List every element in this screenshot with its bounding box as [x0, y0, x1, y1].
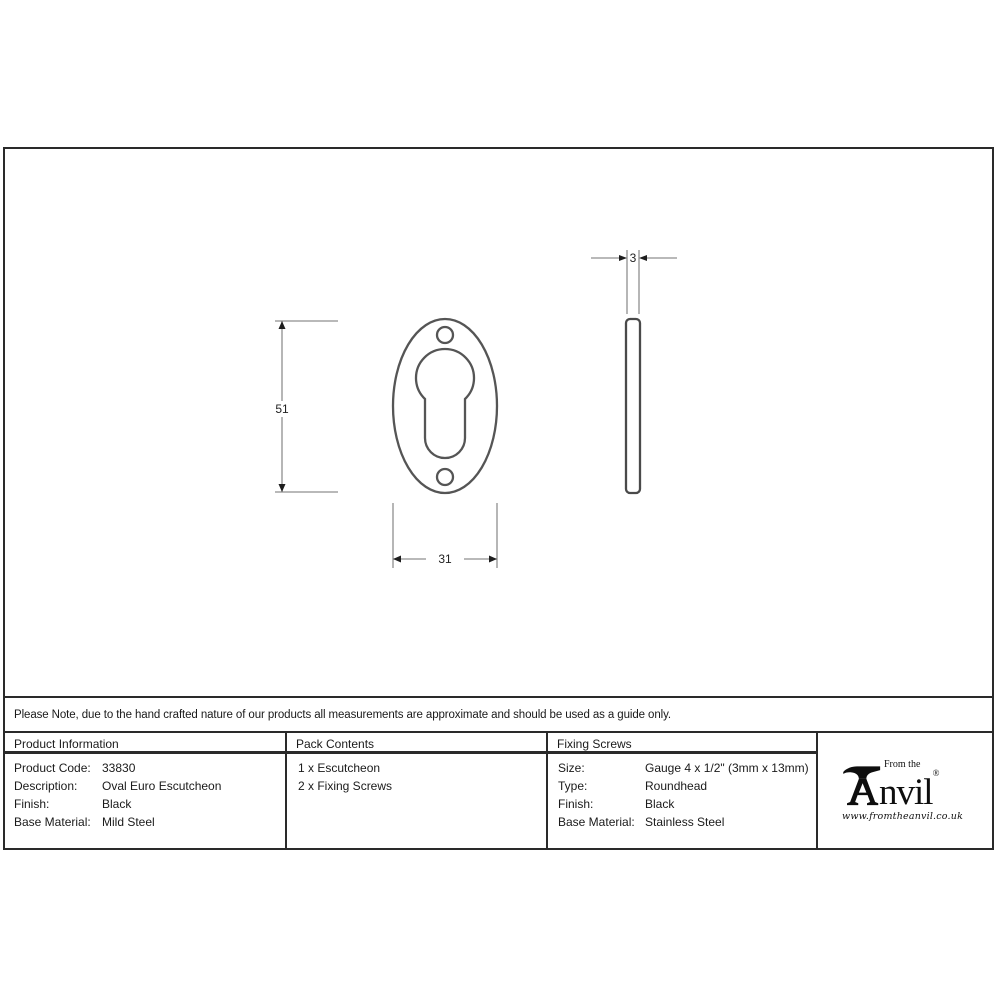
row-label: Base Material: [558, 815, 635, 829]
width-dim-label: 31 [438, 552, 452, 566]
logo-brand: nvil [879, 771, 933, 813]
fixing-screws-header: Fixing Screws [548, 733, 816, 754]
row-value: 33830 [102, 761, 136, 775]
thickness-dim-label: 3 [629, 251, 637, 265]
row-label: Finish: [14, 797, 50, 811]
row-label: Finish: [558, 797, 594, 811]
pack-contents-header: Pack Contents [287, 733, 546, 754]
product-information-header: Product Information [5, 733, 285, 754]
list-item: 2 x Fixing Screws [298, 779, 393, 793]
row-label: Product Code: [14, 761, 91, 775]
row-value: Stainless Steel [645, 815, 725, 829]
logo-website: www.fromtheanvil.co.uk [842, 810, 964, 822]
row-value: Black [102, 797, 132, 811]
row-value: Oval Euro Escutcheon [102, 779, 222, 793]
row-value: Black [645, 797, 675, 811]
note-text: Please Note, due to the hand crafted nature of our products all measurements are approximate and should be used as a guide only. [14, 708, 671, 721]
row-value: Roundhead [645, 779, 708, 793]
row-label: Description: [14, 779, 78, 793]
row-label: Base Material: [14, 815, 91, 829]
logo-tagline: From the [884, 758, 921, 770]
list-item: 1 x Escutcheon [298, 761, 381, 775]
euro-keyhole-cutout [416, 349, 474, 458]
trademark-symbol: ® [932, 767, 940, 778]
side-view-profile [626, 319, 640, 493]
row-value: Gauge 4 x 1/2" (3mm x 13mm) [645, 761, 809, 775]
row-label: Size: [558, 761, 585, 775]
row-label: Type: [558, 779, 588, 793]
front-view [393, 319, 497, 493]
height-dim-label: 51 [275, 402, 289, 416]
screw-hole-top [437, 327, 453, 343]
screw-hole-bottom [437, 469, 453, 485]
row-value: Mild Steel [102, 815, 155, 829]
